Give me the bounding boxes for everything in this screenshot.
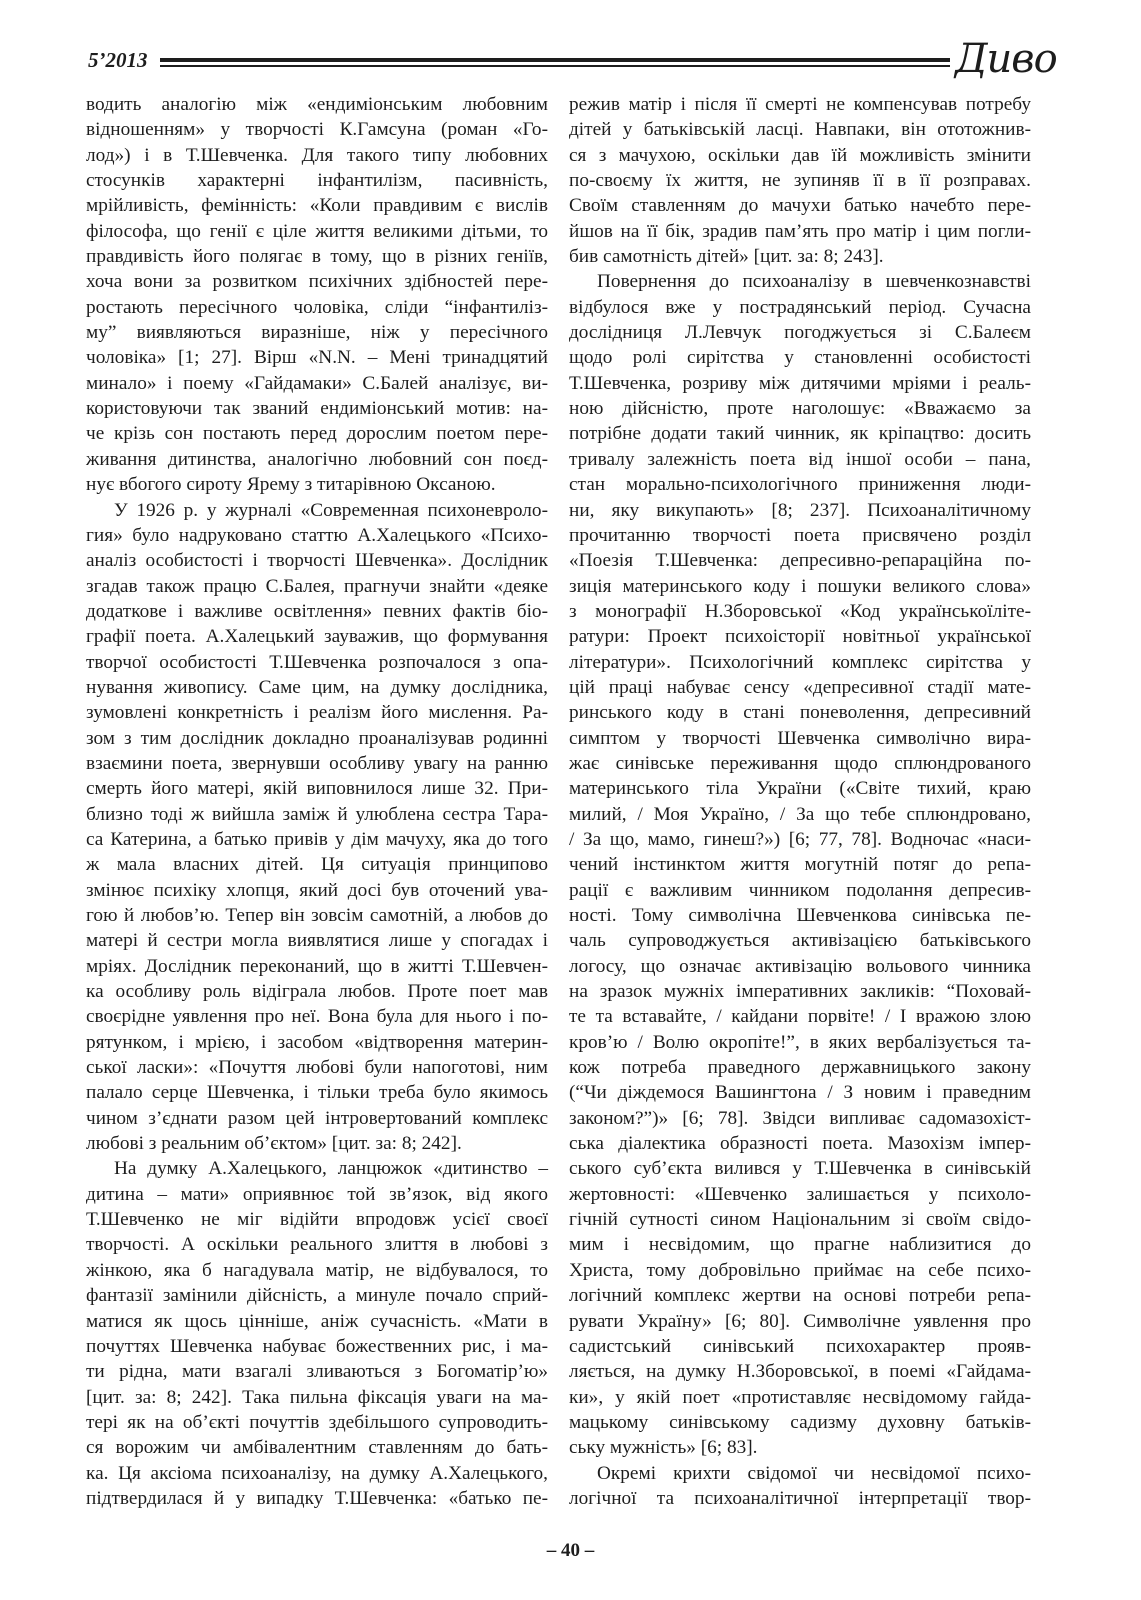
- text-line: чоловіка» [1; 27]. Вірш «N.N. – Мені тринадцятий: [86, 347, 548, 369]
- text-line: рації є важливим чинником подолання депресив-: [569, 879, 1031, 901]
- text-line: користовуючи так званий ендиміонський мотив: на-: [86, 398, 548, 420]
- text-line: близно тоді ж вийшла заміж й улюблена сестра Тара-: [86, 803, 548, 825]
- paragraph: [86, 92, 548, 498]
- text-line: гічній сутності сином Національним зі своїм свідо-: [569, 1209, 1031, 1231]
- text-line: стан морально-психологічного приниження люди-: [569, 474, 1031, 496]
- text-line: на зразок мужніх імперативних закликів: “Поховай-: [569, 981, 1031, 1003]
- text-line: законом?”)» [6; 78]. Звідси випливає садомазохіст-: [569, 1107, 1031, 1129]
- text-line: жертовності: «Шевченко залишається у психоло-: [569, 1183, 1031, 1205]
- paragraph: [569, 269, 1031, 1460]
- text-line: ську мужність» [6; 83].: [569, 1437, 758, 1459]
- text-line: ж мала власних дітей. Ця ситуація принципово: [86, 854, 548, 876]
- text-line: лод») і в Т.Шевченка. Для такого типу любовних: [86, 144, 548, 166]
- text-line: дитина – мати» оприявнює той зв’язок, від якого: [86, 1183, 548, 1205]
- paragraph: [86, 1156, 548, 1511]
- text-line: матері й сестри могла виявлятися лише у спогадах і: [86, 930, 548, 952]
- text-line: ляється, на думку Н.Зборовської, в поемі «Гайдама-: [569, 1361, 1031, 1383]
- text-line: мацькому синівському садизму духовну батьків-: [569, 1411, 1031, 1433]
- text-line: мим і несвідомим, що прагне наблизитися до: [569, 1234, 1031, 1256]
- text-line: мрійливість, фемінність: «Коли правдивим є вислів: [86, 195, 548, 217]
- text-line: потрібне додати такий чинник, як кріпацтво: досить: [569, 423, 1031, 445]
- text-line: тері як на об’єкті почуттів здебільшого супроводить-: [86, 1411, 548, 1433]
- text-line: че крізь сон постають перед дорослим поетом пере-: [86, 423, 548, 445]
- text-line: бив самотність дітей» [цит. за: 8; 243].: [569, 246, 884, 268]
- text-line: ринського коду в стані поневолення, депресивний: [569, 702, 1031, 724]
- text-line: тривалу залежність поета від іншої особи – пана,: [569, 448, 1031, 470]
- text-line: ська діалектика образності поета. Мазохізм імпер-: [569, 1133, 1031, 1155]
- text-line: хоча вони за розвитком психічних здібностей пере-: [86, 271, 548, 293]
- text-line: милий, / Моя Україно, / За що тебе сплюндровано,: [569, 803, 1031, 825]
- text-line: чином з’єднати разом цей інтровертований комплекс: [86, 1107, 548, 1129]
- text-line: ності. Тому символічна Шевченкова синівська пе-: [569, 905, 1031, 926]
- text-line: ратури: Проект психоісторії новітньої української: [569, 626, 1031, 648]
- text-line: / За що, мамо, гинеш?») [6; 77, 78]. Водночас «наси-: [569, 828, 1031, 850]
- text-line: му” виявляються виразніше, ніж у пересічного: [86, 322, 548, 344]
- text-line: ростають пересічного чоловіка, сліди “інфантиліз-: [86, 296, 548, 318]
- text-line: графії поета. А.Халецький зауважив, що формування: [86, 626, 548, 648]
- text-line: жає синівське переживання щодо сплюндрованого: [569, 752, 1031, 774]
- text-line: підтвердилася й у випадку Т.Шевченка: «батько пе-: [86, 1487, 548, 1509]
- text-line: рувати Україну» [6; 80]. Символічне уявлення про: [569, 1310, 1031, 1332]
- paragraph: [569, 92, 1031, 269]
- paragraph: [569, 1461, 1031, 1512]
- text-line: прочитанню творчості поета присвячено розділ: [569, 524, 1031, 546]
- text-line: філософа, що генії є ціле життя великими дітьми, то: [86, 220, 548, 242]
- right-column: [569, 92, 1031, 1511]
- text-line: ської ласки»: «Почуття любові були напоготові, ним: [86, 1057, 548, 1079]
- text-line: те та вставайте, / кайдани порвіте! / І вражою злою: [569, 1006, 1031, 1028]
- text-line: нує вбогого сироту Ярему з титарівною Оксаною.: [86, 474, 496, 496]
- text-line: гия» було надруковано статтю А.Халецького «Психо-: [86, 524, 548, 546]
- text-line: логічний комплекс жертви на основі потреби репа-: [569, 1285, 1031, 1307]
- text-line: водить аналогію між «ендиміонським любовним: [86, 94, 548, 115]
- text-line: рятунком, і мрією, і засобом «відтворення материн-: [86, 1031, 548, 1053]
- text-line: дослідниця Л.Левчук погоджується зі С.Балеєм: [569, 322, 1031, 344]
- text-line: чаль супроводжується активізацією батьківського: [569, 930, 1031, 952]
- text-line: нування живопису. Саме цим, на думку дослідника,: [86, 676, 548, 698]
- issue-number: 5’2013: [88, 48, 148, 72]
- text-line: творчості. А оскільки реального злиття в любові з: [86, 1234, 548, 1256]
- text-line: своєрідне уявлення про неї. Вона була для нього і по-: [86, 1006, 548, 1028]
- text-line: стосунків характерні інфантилізм, пасивність,: [86, 170, 548, 192]
- text-line: зумовлені конкретність і реалізм його мислення. Ра-: [86, 702, 548, 724]
- text-line: режив матір і після її смерті не компенсував потребу: [569, 94, 1031, 115]
- text-line: ти рідна, мати взагалі зливаються з Богоматір’ю»: [86, 1361, 548, 1383]
- text-line: гою й любов’ю. Тепер він зовсім самотній, а любов до: [86, 905, 548, 926]
- journal-logo: Дивo: [955, 36, 1057, 82]
- text-line: любові з реальним об’єктом» [цит. за: 8; 242].: [86, 1133, 462, 1155]
- text-line: ки», у якій поет «протиставляє несвідомому гайда-: [569, 1386, 1031, 1408]
- text-line: по-своєму їх життя, не зупиняв її в її розправах.: [569, 170, 1031, 192]
- text-line: дітей у батьківській ласці. Навпаки, він ототожнив-: [569, 119, 1031, 141]
- text-line: взаємини поета, звернувши особливу увагу на ранню: [86, 752, 548, 774]
- text-line: «Поезія Т.Шевченка: депресивно-репараційна по-: [569, 550, 1031, 572]
- text-line: аналіз особистості і творчості Шевченка». Дослідник: [86, 550, 548, 572]
- text-line: ною дійсністю, проте наголошує: «Вважаємо за: [569, 398, 1031, 420]
- text-line: правдивість його полягає в тому, що в різних геніїв,: [86, 246, 548, 268]
- text-line: минало» і поему «Гайдамаки» С.Балей аналізує, ви-: [86, 372, 548, 394]
- text-line: На думку А.Халецького, ланцюжок «дитинство –: [114, 1158, 548, 1180]
- text-line: чений інстинктом життя могутній потяг до репа-: [569, 854, 1031, 876]
- text-line: зом з тим дослідник докладно проаналізував родинні: [86, 727, 548, 749]
- text-line: са Катерина, а батько привів у дім мачуху, яка до того: [86, 828, 548, 850]
- left-column: [86, 92, 548, 1511]
- text-line: творчої особистості Т.Шевченка розпочалося з опа-: [86, 651, 548, 673]
- text-line: ського суб’єкта вилився у Т.Шевченка в синівській: [569, 1158, 1031, 1180]
- text-line: симптом у творчості Шевченка символічно вира-: [569, 727, 1031, 749]
- text-line: палало серце Шевченка, і тільки треба було якимось: [86, 1082, 548, 1104]
- text-line: Окремі крихти свідомої чи несвідомої психо-: [597, 1462, 1031, 1484]
- text-line: цій праці набуває сенсу «депресивної стадії мате-: [569, 676, 1031, 698]
- text-line: зиція материнського коду і пошуки великого слова»: [569, 575, 1031, 597]
- text-line: смерть його матері, якій виповнилося лише 32. При-: [86, 778, 548, 800]
- text-line: Т.Шевченка, розриву між дитячими мріями і реаль-: [569, 372, 1031, 394]
- text-line: щодо ролі сирітства у становленні особистості: [569, 347, 1031, 369]
- text-line: жінкою, яка б нагадувала матір, не відбувалося, то: [86, 1259, 548, 1281]
- text-line: ни, яку викупають» [8; 237]. Психоаналітичному: [569, 499, 1031, 521]
- text-line: мріях. Дослідник переконаний, що в житті Т.Шевчен-: [86, 955, 548, 977]
- text-line: У 1926 р. у журналі «Современная психоневроло-: [114, 499, 548, 521]
- text-line: живання дитинства, аналогічно любовний сон поєд-: [86, 448, 548, 470]
- text-line: додаткове і важливе освітлення» певних фактів біо-: [86, 600, 548, 622]
- text-line: Христа, тому добровільно приймає на себе психо-: [569, 1259, 1031, 1281]
- text-line: згадав також працю С.Балея, прагнучи знайти «деяке: [86, 575, 548, 597]
- text-line: йшов на її бік, зрадив пам’ять про матір і цим погли-: [569, 220, 1031, 242]
- page-number: – 40 –: [546, 1540, 595, 1561]
- text-line: змінює психіку хлопця, який досі був оточений ува-: [86, 879, 548, 901]
- text-line: [цит. за: 8; 242]. Така пильна фіксація уваги на ма-: [86, 1386, 548, 1408]
- text-line: Повернення до психоаналізу в шевченкознавстві: [597, 271, 1031, 293]
- text-line: Т.Шевченко не міг відійти впродовж усієї своєї: [86, 1209, 548, 1231]
- header-rule: [160, 58, 950, 68]
- text-line: материнського тіла України («Світе тихий, краю: [569, 778, 1031, 800]
- text-line: почуттях Шевченка набуває божественних рис, і ма-: [86, 1335, 548, 1357]
- text-line: Своїм ставленням до мачухи батько начебто пере-: [569, 195, 1031, 217]
- paragraph: [86, 498, 548, 1157]
- text-line: ся з мачухою, оскільки дав їй можливість змінити: [569, 144, 1031, 166]
- text-line: матися як щось цінніше, аніж сучасність. «Мати в: [86, 1310, 548, 1332]
- text-line: відношенням» у творчості К.Гамсуна (роман «Го-: [86, 119, 548, 141]
- text-line: фантазії замінили дійсність, а минуле почало сприй-: [86, 1285, 548, 1307]
- text-line: логічної та психоаналітичної інтерпретації твор-: [569, 1487, 1031, 1509]
- text-line: ка. Ця аксіома психоаналізу, на думку А.Халецького,: [86, 1462, 548, 1484]
- text-line: ка особливу роль відіграла любов. Проте поет мав: [86, 981, 548, 1003]
- text-line: (“Чи діждемося Вашингтона / З новим і праведним: [569, 1082, 1031, 1104]
- text-line: ся ворожим чи амбівалентним ставленням до бать-: [86, 1437, 548, 1459]
- text-line: літератури». Психологічний комплекс сирітства у: [569, 651, 1031, 673]
- text-line: кож потреба праведного державницького закону: [569, 1057, 1031, 1079]
- text-line: відбулося вже у пострадянський період. Сучасна: [569, 296, 1031, 318]
- text-line: логосу, що означає активізацію вольового чинника: [569, 955, 1031, 977]
- text-line: садистський синівський психохарактер прояв-: [569, 1335, 1031, 1357]
- text-line: кров’ю / Волю окропіте!”, в яких вербалізується та-: [569, 1031, 1031, 1053]
- text-line: з монографії Н.Зборовської «Код українськоїліте-: [569, 600, 1031, 622]
